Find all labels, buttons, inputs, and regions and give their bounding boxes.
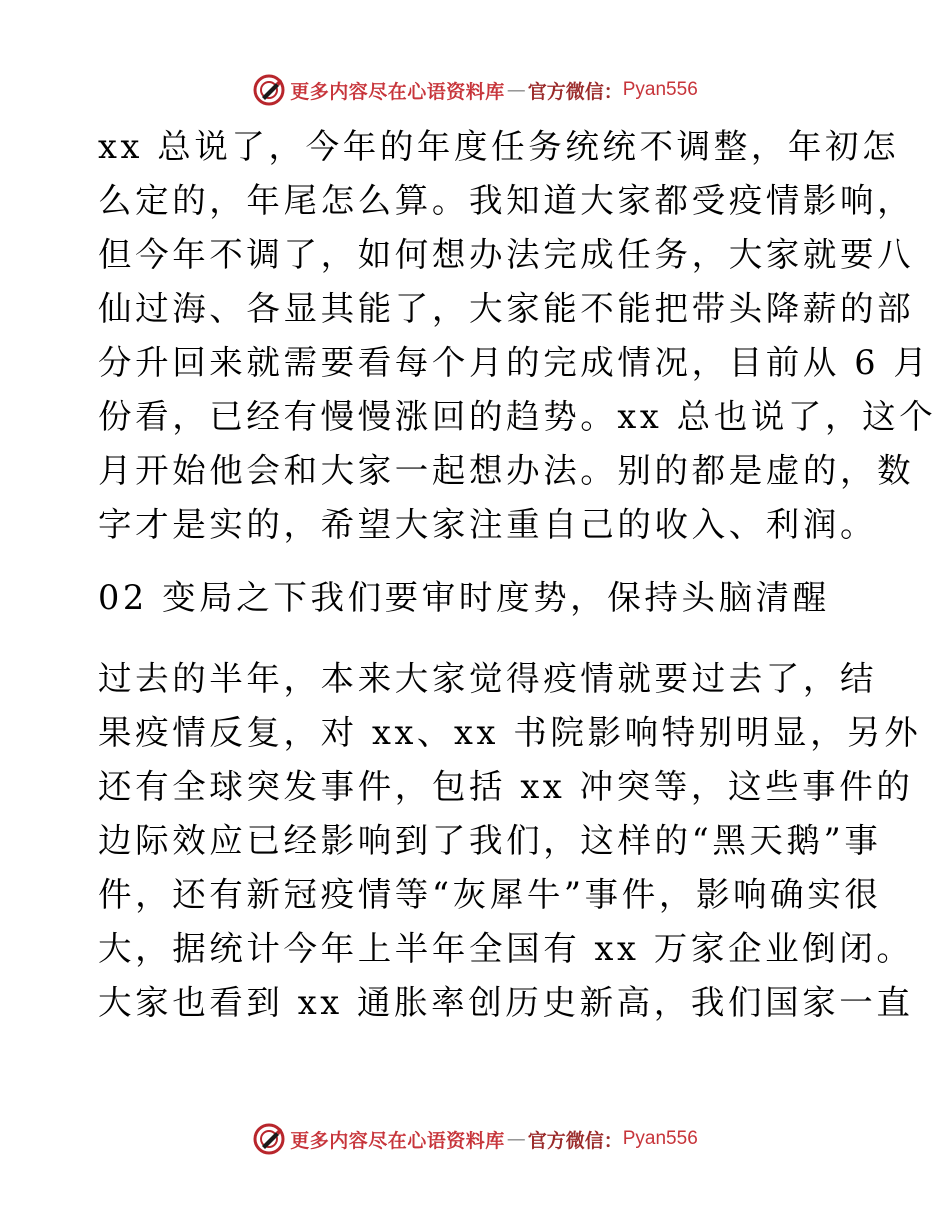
text-line: 边际效应已经影响到了我们，这样的“黑天鹅”事 <box>98 821 882 860</box>
banner-wechat-id: Pyan556 <box>622 1128 698 1149</box>
section-heading: 02 变局之下我们要审时度势，保持头脑清醒 <box>98 578 830 617</box>
text-line: 大，据统计今年上半年全国有 xx 万家企业倒闭。 <box>98 929 914 968</box>
text-line: 字才是实的，希望大家注重自己的收入、利润。 <box>98 505 878 544</box>
banner-main-text: 更多内容尽在心语资料库 <box>290 1129 505 1152</box>
text-line: 过去的半年，本来大家觉得疫情就要过去了，结 <box>98 659 878 698</box>
text-line: 还有全球突发事件，包括 xx 冲突等，这些事件的 <box>98 767 914 806</box>
text-line: 件，还有新冠疫情等“灰犀牛”事件，影响确实很 <box>98 875 882 914</box>
footer-watermark-banner <box>0 1119 950 1159</box>
banner-wechat-id: Pyan556 <box>622 79 698 100</box>
text-line: 但今年不调了，如何想办法完成任务，大家就要八 <box>98 235 915 274</box>
banner-dash: — <box>506 1128 526 1150</box>
logo-icon <box>252 1122 286 1156</box>
banner-main-text: 更多内容尽在心语资料库 <box>290 80 505 103</box>
text-line: 月开始他会和大家一起想办法。别的都是虚的，数 <box>98 451 915 490</box>
text-line: 大家也看到 xx 通胀率创历史新高，我们国家一直 <box>98 983 914 1022</box>
text-line: xx 总说了，今年的年度任务统统不调整，年初怎 <box>98 127 900 166</box>
banner-official-text: 官方微信： <box>527 80 623 103</box>
text-line: 仙过海、各显其能了，大家能不能把带头降薪的部 <box>98 289 915 328</box>
text-line: 么定的，年尾怎么算。我知道大家都受疫情影响， <box>98 181 915 220</box>
text-line: 分升回来就需要看每个月的完成情况，目前从 6 月 <box>98 343 931 382</box>
banner-official-text: 官方微信： <box>527 1129 623 1152</box>
text-line: 果疫情反复，对 xx、xx 书院影响特别明显，另外 <box>98 713 922 752</box>
text-line: 份看，已经有慢慢涨回的趋势。xx 总也说了，这个 <box>98 397 937 436</box>
banner-dash: — <box>506 79 526 101</box>
